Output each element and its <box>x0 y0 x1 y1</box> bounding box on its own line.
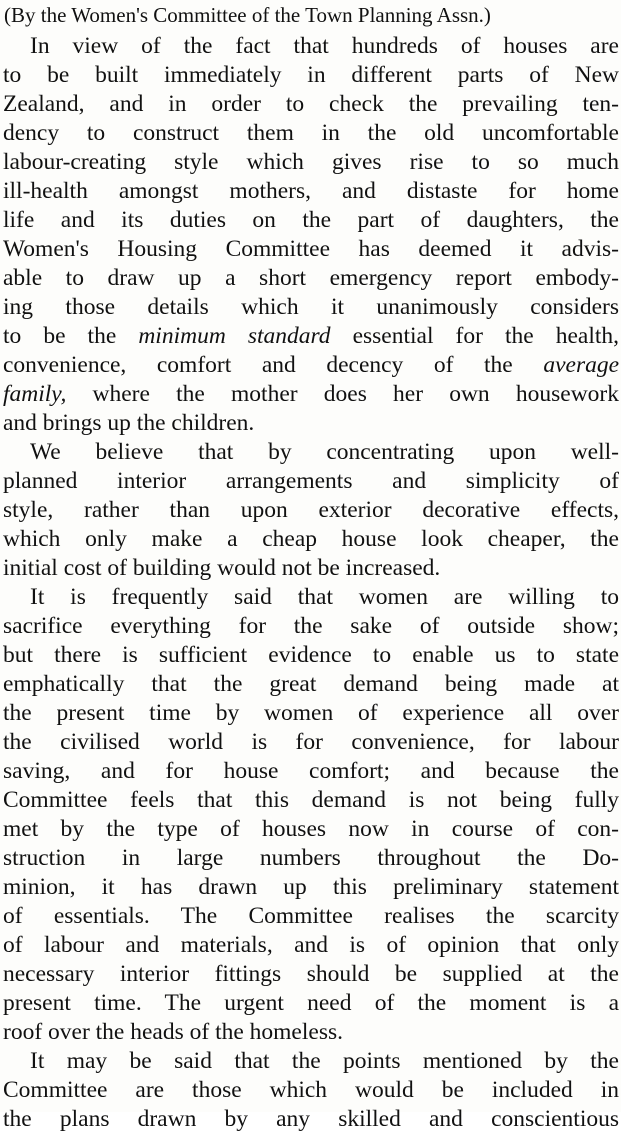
text-line: dency to construct them in the old uncomfortable <box>3 120 619 146</box>
text-line: minion, it has drawn up this preliminary statement <box>3 874 619 900</box>
text-line: Women's Housing Committee has deemed it advis- <box>3 236 619 262</box>
text-run: to be the <box>3 323 117 349</box>
text-line: Committee feels that this demand is not being fully <box>3 787 619 813</box>
text-line: It may be said that the points mentioned by the <box>30 1048 619 1074</box>
text-line: met by the type of houses now in course of con- <box>3 816 619 842</box>
text-line <box>3 322 619 351</box>
text-run: essential for the health, <box>352 323 620 349</box>
text-line: of labour and materials, and is of opinion that only <box>3 932 619 958</box>
emphasis-text: minimum standard <box>138 323 331 349</box>
text-line: emphatically that the great demand being made at <box>3 671 619 697</box>
text-line: present time. The urgent need of the moment is a <box>3 990 619 1016</box>
text-run: convenience, comfort and decency of the <box>3 352 513 378</box>
text-line: the plans drawn by any skilled and conscientious <box>3 1106 619 1132</box>
text-line: labour-creating style which gives rise to so much <box>3 149 619 175</box>
text-line: style, rather than upon exterior decorative effects, <box>3 497 619 523</box>
text-line: which only make a cheap house look cheaper, the <box>3 526 619 552</box>
text-line: to be built immediately in different parts of New <box>3 62 619 88</box>
text-line: It is frequently said that women are willing to <box>30 584 619 610</box>
text-line: In view of the fact that hundreds of houses are <box>30 33 619 59</box>
text-line: Zealand, and in order to check the prevailing ten- <box>3 91 619 117</box>
text-line: struction in large numbers throughout the Do- <box>3 845 619 871</box>
emphasis-text: family, <box>3 381 67 407</box>
text-line: the present time by women of experience all over <box>3 700 619 726</box>
text-run: where the mother does her own housework <box>92 381 619 407</box>
text-line: planned interior arrangements and simplicity of <box>3 468 619 494</box>
text-line: roof over the heads of the homeless. <box>3 1019 343 1045</box>
text-line <box>3 380 619 409</box>
byline: (By the Women's Committee of the Town Planning Assn.) <box>4 3 491 27</box>
text-line: and brings up the children. <box>3 410 255 436</box>
text-line: able to draw up a short emergency report embody- <box>3 265 619 291</box>
text-line: ill-health amongst mothers, and distaste for home <box>3 178 619 204</box>
text-line: but there is sufficient evidence to enable us to state <box>3 642 619 668</box>
text-line <box>3 351 619 380</box>
text-line: life and its duties on the part of daughters, the <box>3 207 619 233</box>
text-line: the civilised world is for convenience, for labour <box>3 729 619 755</box>
emphasis-text: average <box>543 352 620 378</box>
text-line: ing those details which it unanimously considers <box>3 294 619 320</box>
text-line: We believe that by concentrating upon well- <box>30 439 619 465</box>
text-line: initial cost of building would not be increased. <box>3 555 441 581</box>
text-line: Committee are those which would be included in <box>3 1077 619 1103</box>
text-line: saving, and for house comfort; and because the <box>3 758 619 784</box>
text-line: necessary interior fittings should be supplied at the <box>3 961 619 987</box>
text-line: of essentials. The Committee realises the scarcity <box>3 903 619 929</box>
text-line: sacrifice everything for the sake of outside show; <box>3 613 619 639</box>
